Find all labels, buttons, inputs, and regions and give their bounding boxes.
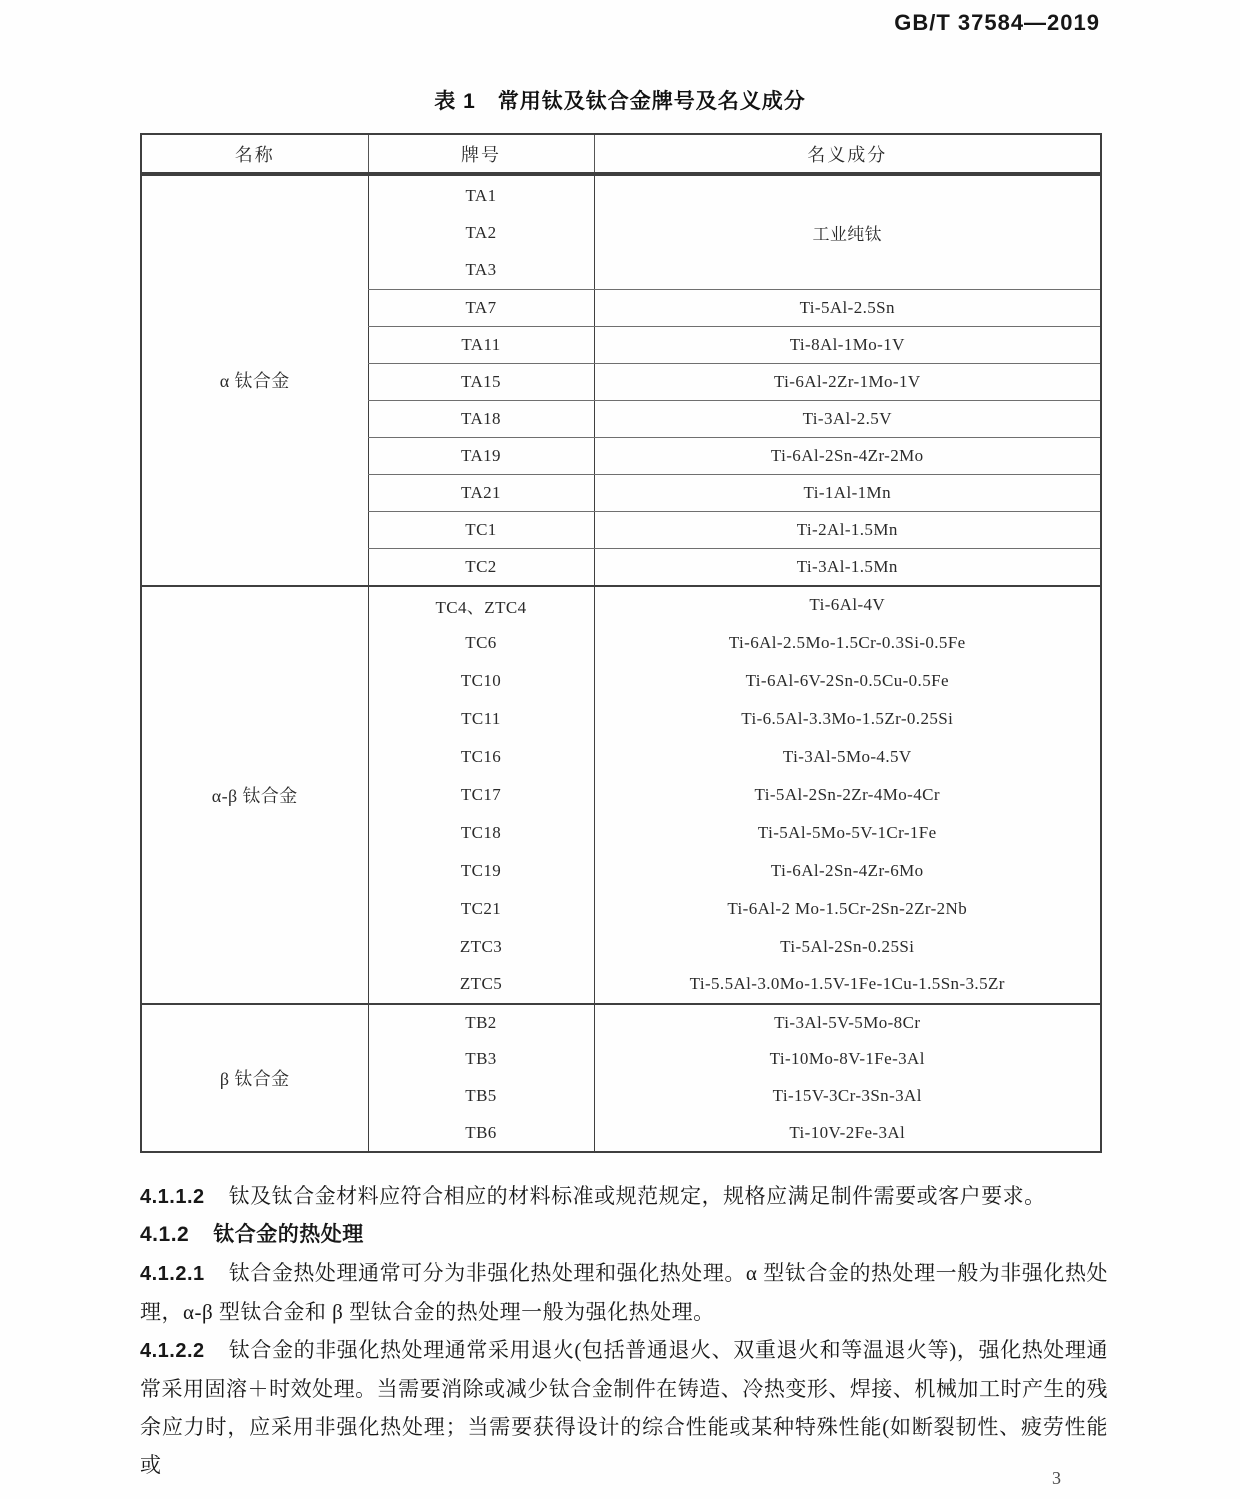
clause-4121-text: 钛合金热处理通常可分为非强化热处理和强化热处理。α 型钛合金的热处理一般为非强化热处理，α-β 型钛合金和 β 型钛合金的热处理一般为强化热处理。 bbox=[140, 1261, 1108, 1324]
standard-code: GB/T 37584—2019 bbox=[894, 10, 1100, 35]
grade-cell: TC10 bbox=[368, 662, 594, 700]
table-row bbox=[141, 1004, 1101, 1041]
grade-cell: ZTC3 bbox=[368, 928, 594, 966]
composition-cell: Ti-3Al-1.5Mn bbox=[594, 549, 1101, 586]
alloy-group bbox=[141, 174, 1101, 586]
grade-line: TA1 bbox=[465, 186, 497, 205]
group-name-cell: α-β 钛合金 bbox=[141, 586, 368, 1004]
grade-cell: TA19 bbox=[368, 438, 594, 475]
composition-cell: Ti-5.5Al-3.0Mo-1.5V-1Fe-1Cu-1.5Sn-3.5Zr bbox=[594, 966, 1101, 1004]
alloy-group bbox=[141, 586, 1101, 1004]
grade-cell: TA11 bbox=[368, 327, 594, 364]
grade-cell: TC16 bbox=[368, 738, 594, 776]
grade-cell: TC17 bbox=[368, 776, 594, 814]
composition-cell: Ti-15V-3Cr-3Sn-3Al bbox=[594, 1078, 1101, 1115]
grade-cell: TA21 bbox=[368, 475, 594, 512]
clause-4122-text: 钛合金的非强化热处理通常采用退火(包括普通退火、双重退火和等温退火等)，强化热处理通常采用固溶＋时效处理。当需要消除或减少钛合金制件在铸造、冷热变形、焊接、机械加工时产生的残余应力时，应采用非强化热处理；当需要获得设计的综合性能或某种特殊性能(如断裂韧性、疲劳性能或 bbox=[140, 1338, 1108, 1477]
clause-4121-number: 4.1.2.1 bbox=[140, 1263, 205, 1285]
composition-cell: Ti-6Al-6V-2Sn-0.5Cu-0.5Fe bbox=[594, 662, 1101, 700]
grade-cell: TB5 bbox=[368, 1078, 594, 1115]
composition-cell: Ti-10V-2Fe-3Al bbox=[594, 1115, 1101, 1152]
group-name-cell: α 钛合金 bbox=[219, 371, 290, 392]
clause-4122 bbox=[140, 1331, 1108, 1484]
alloy-table bbox=[140, 133, 1102, 1153]
clause-412-title: 钛合金的热处理 bbox=[213, 1223, 364, 1246]
clause-section bbox=[140, 1177, 1108, 1484]
grade-cell: TC21 bbox=[368, 890, 594, 928]
composition-cell: Ti-5Al-2Sn-2Zr-4Mo-4Cr bbox=[594, 776, 1101, 814]
column-header-grade: 牌号 bbox=[368, 134, 594, 174]
grade-cell bbox=[368, 174, 594, 290]
composition-cell: Ti-2Al-1.5Mn bbox=[594, 512, 1101, 549]
column-header-composition: 名义成分 bbox=[594, 134, 1101, 174]
clause-412-heading bbox=[140, 1216, 1108, 1254]
composition-cell: Ti-6Al-4V bbox=[594, 586, 1101, 624]
grade-cell: TC19 bbox=[368, 852, 594, 890]
grade-line: TA2 bbox=[465, 223, 497, 242]
clause-4112 bbox=[140, 1177, 1108, 1216]
grade-cell: TC4、ZTC4 bbox=[368, 586, 594, 624]
grade-cell: TC6 bbox=[368, 624, 594, 662]
composition-cell: Ti-6Al-2Sn-4Zr-6Mo bbox=[594, 852, 1101, 890]
grade-cell: TB3 bbox=[368, 1041, 594, 1078]
composition-cell: Ti-6Al-2Sn-4Zr-2Mo bbox=[594, 438, 1101, 475]
page-number: 3 bbox=[1052, 1468, 1061, 1488]
grade-cell: TB6 bbox=[368, 1115, 594, 1152]
grade-cell: TB2 bbox=[368, 1004, 594, 1041]
composition-cell: Ti-8Al-1Mo-1V bbox=[594, 327, 1101, 364]
composition-cell: Ti-5Al-2.5Sn bbox=[594, 290, 1101, 327]
composition-cell: Ti-3Al-5V-5Mo-8Cr bbox=[594, 1004, 1101, 1041]
grade-cell: TA15 bbox=[368, 364, 594, 401]
composition-cell: Ti-10Mo-8V-1Fe-3Al bbox=[594, 1041, 1101, 1078]
grade-cell: TC18 bbox=[368, 814, 594, 852]
composition-cell: Ti-6Al-2 Mo-1.5Cr-2Sn-2Zr-2Nb bbox=[594, 890, 1101, 928]
clause-4112-number: 4.1.1.2 bbox=[140, 1186, 205, 1208]
grade-line: TA3 bbox=[465, 260, 497, 279]
composition-cell: Ti-6Al-2.5Mo-1.5Cr-0.3Si-0.5Fe bbox=[594, 624, 1101, 662]
grade-cell: TA18 bbox=[368, 401, 594, 438]
clause-4112-text: 钛及钛合金材料应符合相应的材料标准或规范规定，规格应满足制件需要或客户要求。 bbox=[228, 1184, 1046, 1208]
clause-412-number: 4.1.2 bbox=[140, 1223, 190, 1246]
table-row bbox=[141, 174, 1101, 290]
grade-cell: TC1 bbox=[368, 512, 594, 549]
table-title: 表 1 常用钛及钛合金牌号及名义成分 bbox=[434, 90, 806, 113]
clause-4121 bbox=[140, 1254, 1108, 1331]
grade-cell: TA7 bbox=[368, 290, 594, 327]
composition-cell: Ti-1Al-1Mn bbox=[594, 475, 1101, 512]
composition-cell: Ti-5Al-2Sn-0.25Si bbox=[594, 928, 1101, 966]
composition-cell: Ti-6Al-2Zr-1Mo-1V bbox=[594, 364, 1101, 401]
composition-cell: Ti-5Al-5Mo-5V-1Cr-1Fe bbox=[594, 814, 1101, 852]
column-header-name: 名称 bbox=[141, 134, 368, 174]
clause-4122-number: 4.1.2.2 bbox=[140, 1340, 205, 1362]
table-row bbox=[141, 586, 1101, 624]
grade-cell: ZTC5 bbox=[368, 966, 594, 1004]
composition-cell: Ti-6.5Al-3.3Mo-1.5Zr-0.25Si bbox=[594, 700, 1101, 738]
composition-cell: Ti-3Al-2.5V bbox=[594, 401, 1101, 438]
composition-cell: 工业纯钛 bbox=[594, 174, 1101, 290]
alloy-group bbox=[141, 1004, 1101, 1152]
grade-cell: TC11 bbox=[368, 700, 594, 738]
group-name-cell: β 钛合金 bbox=[141, 1004, 368, 1152]
table-header-row bbox=[141, 134, 1101, 174]
grade-cell: TC2 bbox=[368, 549, 594, 586]
composition-cell: Ti-3Al-5Mo-4.5V bbox=[594, 738, 1101, 776]
